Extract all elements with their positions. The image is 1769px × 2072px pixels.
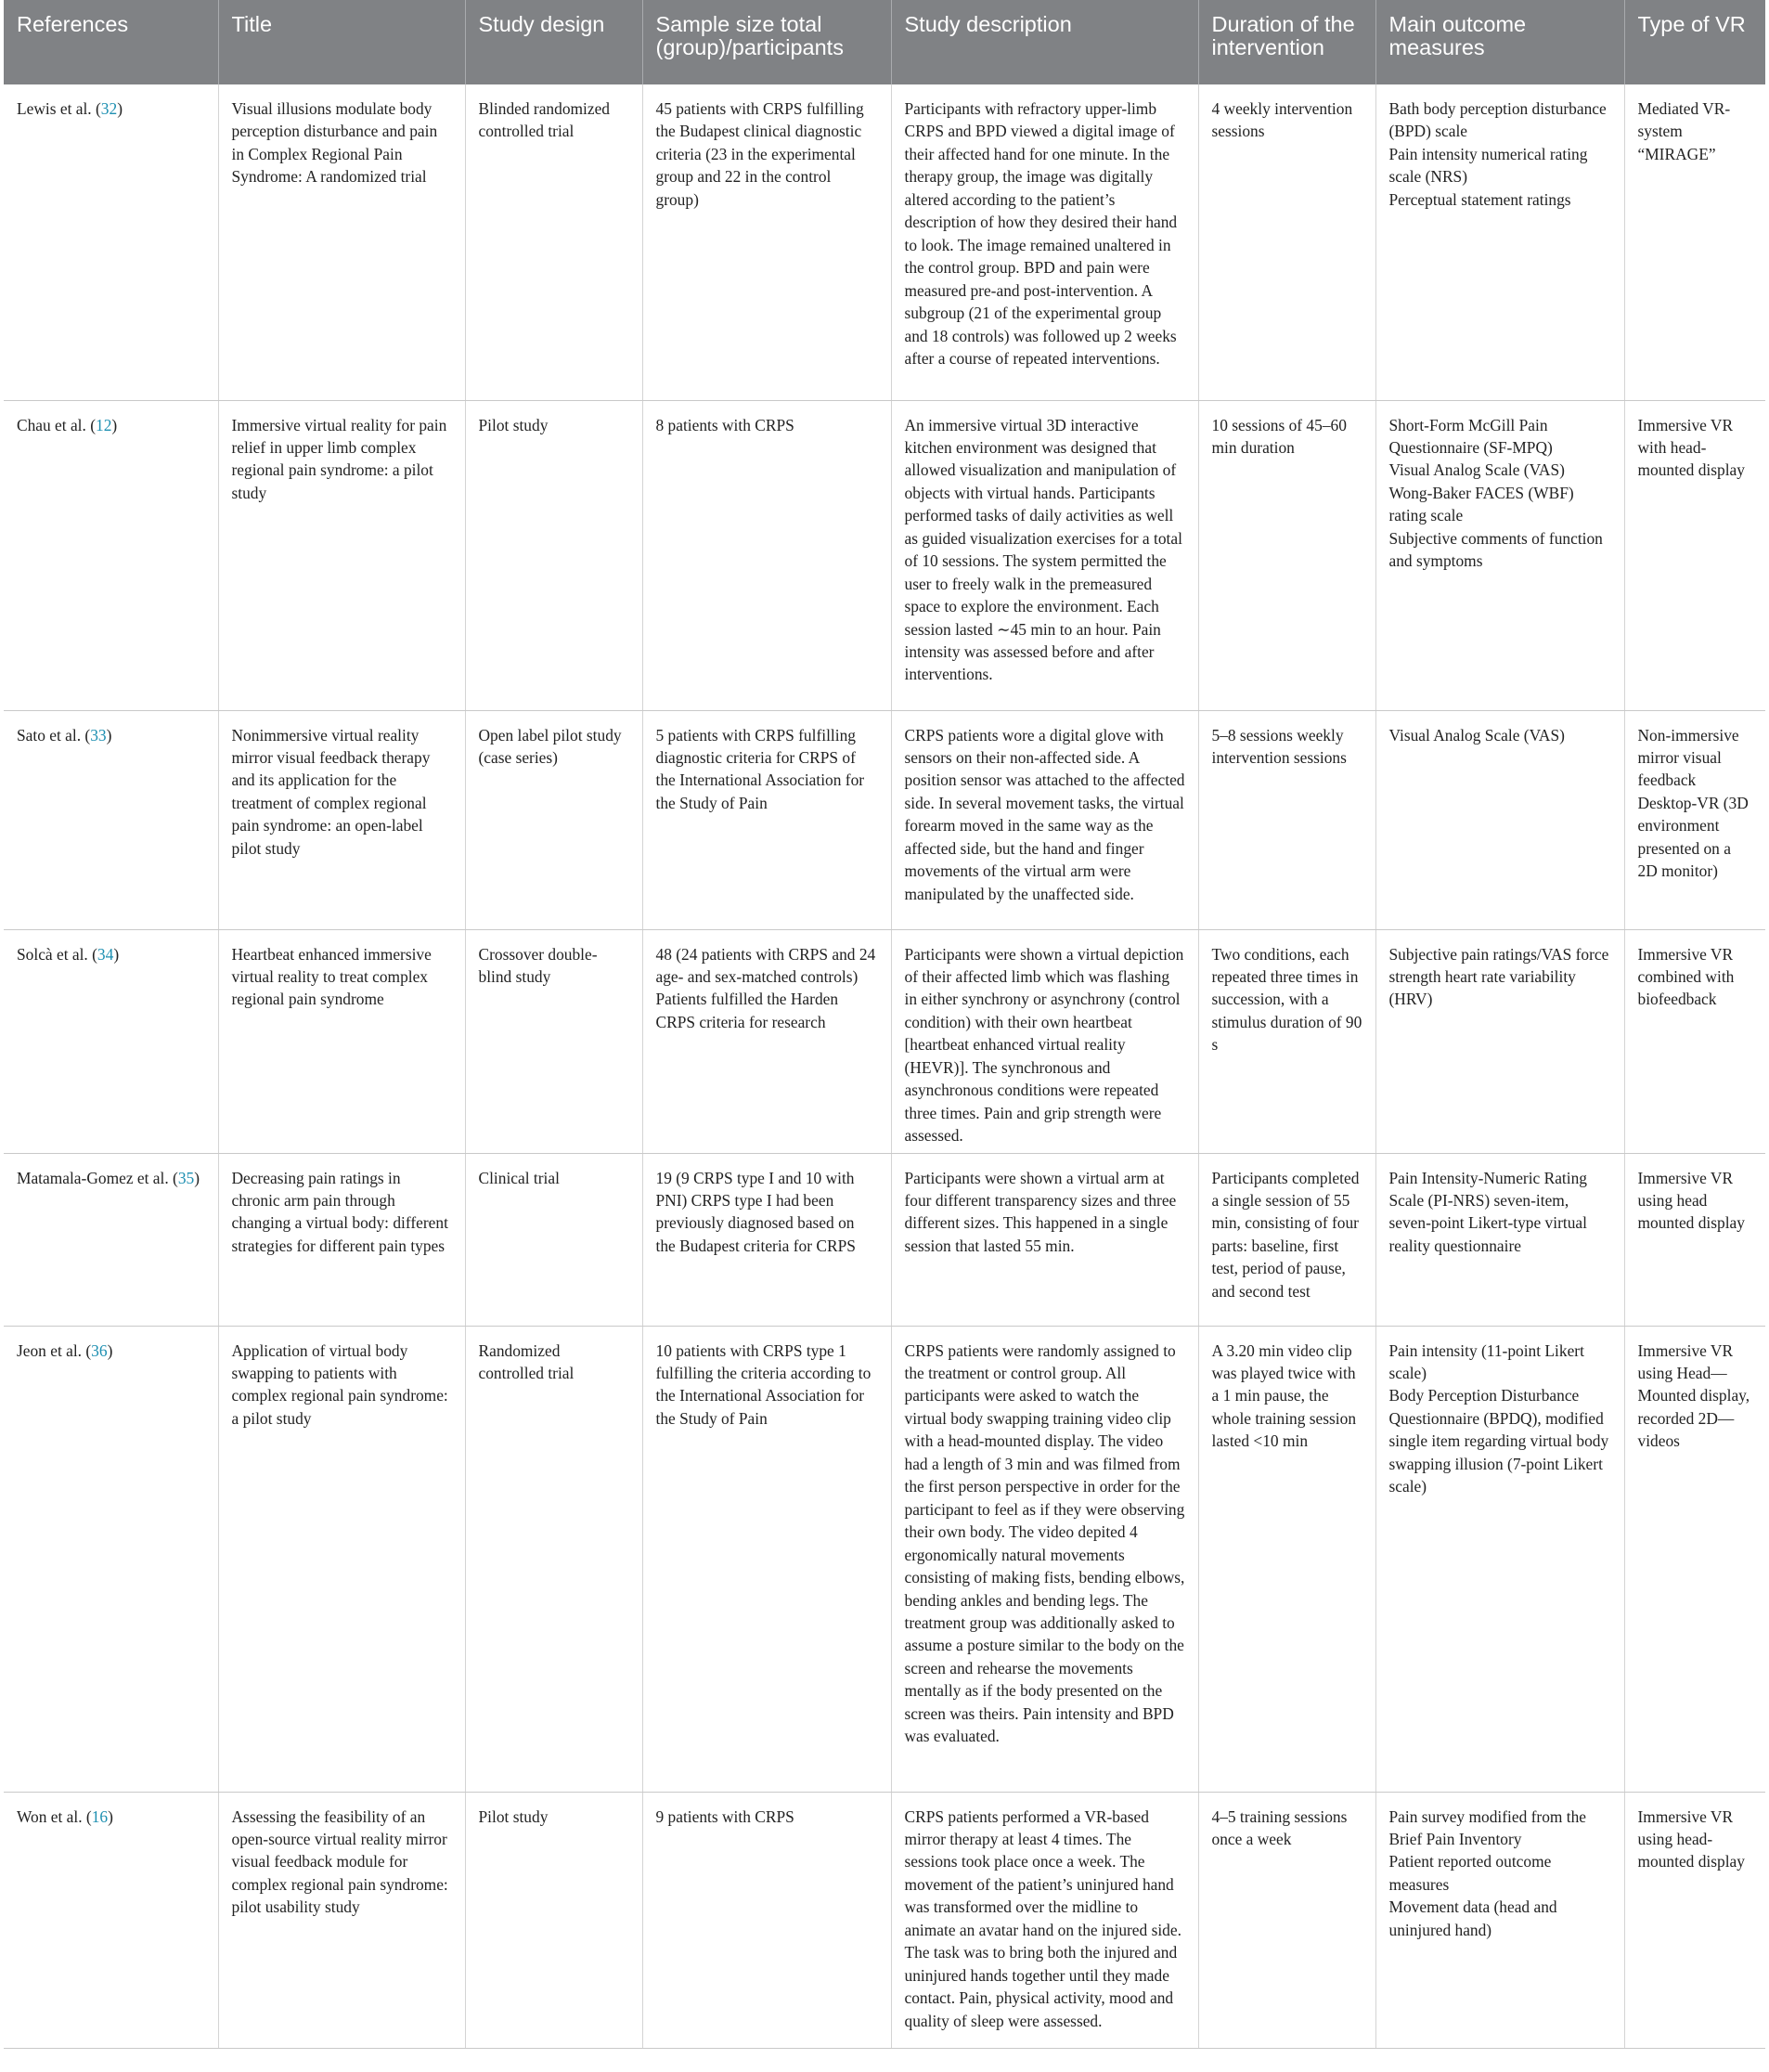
reference-link[interactable]: 36 (91, 1340, 108, 1360)
outcome-item: Subjective comments of function and symptoms (1388, 528, 1603, 571)
sample-cell: 45 patients with CRPS fulfilling the Budapest clinical diagnostic criteria (23 in the experimental group and 22 in the control group) (642, 84, 891, 400)
table-row (4, 1153, 1765, 1326)
reference-cell: Won et al. (16) (4, 1792, 218, 2048)
outcomes-cell (1375, 1792, 1624, 2048)
title-cell: Application of virtual body swapping to patients with complex regional pain syndrome: a pilot study (218, 1326, 465, 1792)
sample-cell: 10 patients with CRPS type 1 fulfilling the criteria according to the International Association for the Study of Pain (642, 1326, 891, 1792)
design-cell: Pilot study (465, 400, 642, 710)
duration-cell: 4 weekly intervention sessions (1198, 84, 1375, 400)
outcome-item: Pain intensity (11-point Likert scale) (1388, 1340, 1584, 1383)
table-row (4, 1326, 1765, 1792)
header-sample-size: Sample size total (group)/participants (642, 0, 891, 84)
reference-cell: Matamala-Gomez et al. (35) (4, 1153, 218, 1326)
reference-link[interactable]: 16 (91, 1807, 109, 1826)
description-cell: CRPS patients performed a VR-based mirror therapy at least 4 times. The sessions took place once a week. The movement of the patient’s uninjured hand was transformed over the midline to animate an avatar hand on the injured side. The task was to bring both the injured and uninjured hands together until they made contact. Pain, physical activity, mood and quality of sleep were assessed. (891, 1792, 1198, 2048)
outcome-item: Bath body perception disturbance (BPD) scale (1388, 99, 1607, 141)
duration-cell: 10 sessions of 45–60 min duration (1198, 400, 1375, 710)
title-cell: Decreasing pain ratings in chronic arm pain through changing a virtual body: different strategies for different pain types (218, 1153, 465, 1326)
outcome-item: Short-Form McGill Pain Questionnaire (SF-MPQ) (1388, 415, 1553, 457)
outcome-item: Visual Analog Scale (VAS) (1388, 460, 1565, 480)
vr-type-cell: Immersive VR using head mounted display (1624, 1153, 1765, 1326)
table-row (4, 1792, 1765, 2048)
outcome-item: Pain survey modified from the Brief Pain Inventory (1388, 1807, 1587, 1849)
table-header-row (4, 0, 1765, 84)
header-study-description: Study description (891, 0, 1198, 84)
vr-type-cell: Immersive VR using head-mounted display (1624, 1792, 1765, 2048)
table-row (4, 400, 1765, 710)
description-cell: Participants with refractory upper-limb CRPS and BPD viewed a digital image of their affected hand for one minute. In the therapy group, the image was digitally altered according to the patient’s description of how they desired their hand to look. The image remained unaltered in the control group. BPD and pain were measured pre-and post-intervention. A subgroup (21 of the experimental group and 18 controls) was followed up 2 weeks after a course of repeated interventions. (891, 84, 1198, 400)
design-cell: Clinical trial (465, 1153, 642, 1326)
reference-cell: Solcà et al. (34) (4, 929, 218, 1153)
design-cell: Blinded randomized controlled trial (465, 84, 642, 400)
outcomes-cell (1375, 710, 1624, 929)
outcomes-cell (1375, 929, 1624, 1153)
outcomes-cell (1375, 1326, 1624, 1792)
vr-type-cell: Non-immersive mirror visual feedback Desktop-VR (3D environment presented on a 2D monitor) (1624, 710, 1765, 929)
description-cell: CRPS patients wore a digital glove with sensors on their non-affected side. A position sensor was attached to the affected side. In several movement tasks, the virtual forearm moved in the same way as the affected side, but the hand and finger movements of the virtual arm were manipulated by the unaffected side. (891, 710, 1198, 929)
duration-cell: A 3.20 min video clip was played twice with a 1 min pause, the whole training session lasted <10 min (1198, 1326, 1375, 1792)
outcome-item: Pain intensity numerical rating scale (NRS) (1388, 144, 1588, 187)
header-duration: Duration of the intervention (1198, 0, 1375, 84)
reference-link[interactable]: 34 (97, 944, 114, 964)
description-cell: Participants were shown a virtual arm at four different transparency sizes and three different sizes. This happened in a single session that lasted 55 min. (891, 1153, 1198, 1326)
reference-link[interactable]: 33 (90, 725, 107, 745)
vr-type-cell: Mediated VR-system “MIRAGE” (1624, 84, 1765, 400)
reference-cell: Chau et al. (12) (4, 400, 218, 710)
design-cell: Open label pilot study (case series) (465, 710, 642, 929)
table-row (4, 929, 1765, 1153)
sample-cell: 19 (9 CRPS type I and 10 with PNI) CRPS type I had been previously diagnosed based on the Budapest criteria for CRPS (642, 1153, 891, 1326)
outcome-item: Body Perception Disturbance Questionnaire (BPDQ), modified single item regarding virtual body swapping illusion (7-point Likert scale) (1388, 1386, 1609, 1496)
reference-link[interactable]: 12 (96, 415, 112, 434)
description-cell: Participants were shown a virtual depiction of their affected limb which was flashing in either synchrony or asynchrony (control condition) with their own heartbeat [heartbeat enhanced virtual reality (HEVR)]. The synchronous and asynchronous conditions were repeated three times. Pain and grip strength were assessed. (891, 929, 1198, 1153)
table-row (4, 84, 1765, 400)
reference-link[interactable]: 35 (177, 1168, 195, 1187)
title-cell: Visual illusions modulate body perception disturbance and pain in Complex Regional Pain Syndrome: A randomized trial (218, 84, 465, 400)
vr-type-cell: Immersive VR with head-mounted display (1624, 400, 1765, 710)
sample-cell: 5 patients with CRPS fulfilling diagnostic criteria for CRPS of the International Association for the Study of Pain (642, 710, 891, 929)
outcome-item: Pain Intensity-Numeric Rating Scale (PI-NRS) seven-item, seven-point Likert-type virtual reality questionnaire (1388, 1168, 1587, 1255)
header-title: Title (218, 0, 465, 84)
header-outcome-measures: Main outcome measures (1375, 0, 1624, 84)
design-cell: Crossover double-blind study (465, 929, 642, 1153)
header-vr-type: Type of VR (1624, 0, 1765, 84)
vr-type-cell: Immersive VR using Head—Mounted display, recorded 2D—videos (1624, 1326, 1765, 1792)
title-cell: Immersive virtual reality for pain relief in upper limb complex regional pain syndrome: a pilot study (218, 400, 465, 710)
header-study-design: Study design (465, 0, 642, 84)
description-cell: CRPS patients were randomly assigned to the treatment or control group. All participants were asked to watch the virtual body swapping training video clip with a head-mounted display. The video had a length of 3 min and was filmed from the first person perspective in order for the participant to feel as if they were observing their own body. The video depited 4 ergonomically natural movements consisting of making fists, bending elbows, bending ankles and bending legs. The treatment group was additionally asked to assume a posture similar to the body on the screen and rehearse the movements mentally as if the body presented on the screen was theirs. Pain intensity and BPD was evaluated. (891, 1326, 1198, 1792)
outcomes-cell (1375, 1153, 1624, 1326)
title-cell: Heartbeat enhanced immersive virtual reality to treat complex regional pain syndrome (218, 929, 465, 1153)
outcome-item: Visual Analog Scale (VAS) (1388, 725, 1565, 745)
duration-cell: Two conditions, each repeated three times in succession, with a stimulus duration of 90 s (1198, 929, 1375, 1153)
design-cell: Pilot study (465, 1792, 642, 2048)
sample-cell: 48 (24 patients with CRPS and 24 age- and sex-matched controls) Patients fulfilled the Harden CRPS criteria for research (642, 929, 891, 1153)
duration-cell: Participants completed a single session of 55 min, consisting of four parts: baseline, first test, period of pause, and second test (1198, 1153, 1375, 1326)
outcome-item: Patient reported outcome measures (1388, 1852, 1552, 1894)
outcome-item: Movement data (head and uninjured hand) (1388, 1897, 1557, 1939)
sample-cell: 8 patients with CRPS (642, 400, 891, 710)
outcome-item: Perceptual statement ratings (1388, 189, 1571, 209)
duration-cell: 5–8 sessions weekly intervention sessions (1198, 710, 1375, 929)
description-cell: An immersive virtual 3D interactive kitchen environment was designed that allowed visualization and manipulation of objects with virtual hands. Participants performed tasks of daily activities as well as guided visualization exercises for a total of 10 sessions. The system permitted the user to freely walk in the premeasured space to explore the environment. Each session lasted ∼45 min to an hour. Pain intensity was assessed before and after interventions. (891, 400, 1198, 710)
title-cell: Nonimmersive virtual reality mirror visual feedback therapy and its application for the treatment of complex regional pain syndrome: an open-label pilot study (218, 710, 465, 929)
title-cell: Assessing the feasibility of an open-source virtual reality mirror visual feedback module for complex regional pain syndrome: pilot usability study (218, 1792, 465, 2048)
header-references: References (4, 0, 218, 84)
reference-cell: Jeon et al. (36) (4, 1326, 218, 1792)
duration-cell: 4–5 training sessions once a week (1198, 1792, 1375, 2048)
studies-table (4, 0, 1765, 2049)
reference-cell: Sato et al. (33) (4, 710, 218, 929)
reference-cell: Lewis et al. (32) (4, 84, 218, 400)
vr-type-cell: Immersive VR combined with biofeedback (1624, 929, 1765, 1153)
reference-link[interactable]: 32 (100, 99, 118, 118)
outcome-item: Subjective pain ratings/VAS force strength heart rate variability (HRV) (1388, 944, 1609, 1009)
sample-cell: 9 patients with CRPS (642, 1792, 891, 2048)
outcome-item: Wong-Baker FACES (WBF) rating scale (1388, 483, 1574, 525)
table-row (4, 710, 1765, 929)
outcomes-cell (1375, 84, 1624, 400)
design-cell: Randomized controlled trial (465, 1326, 642, 1792)
outcomes-cell (1375, 400, 1624, 710)
